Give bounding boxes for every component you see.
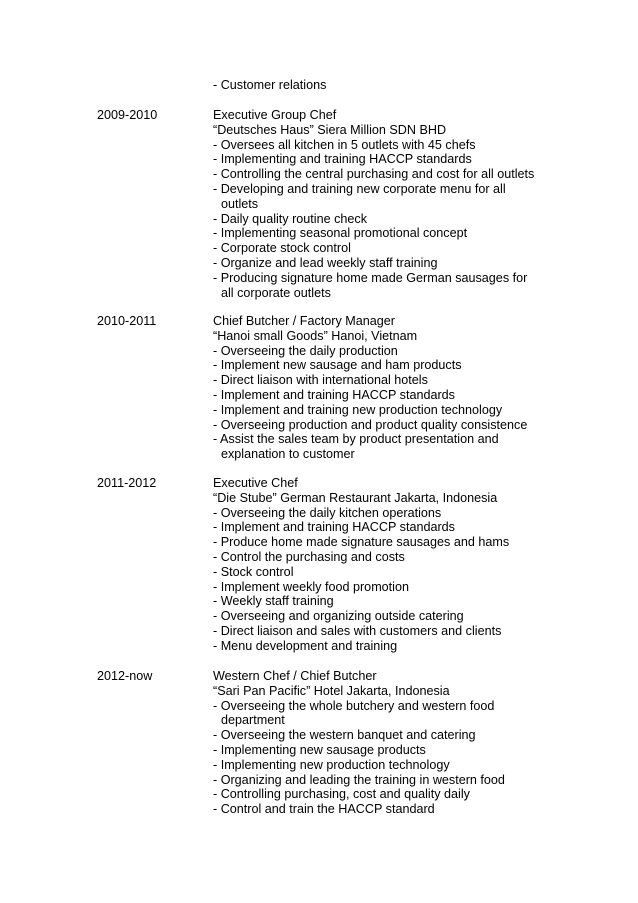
- bullet-line: - Developing and training new corporate menu for all: [213, 181, 506, 196]
- entry-years: 2009-2010: [97, 108, 158, 122]
- bullet-line: - Implement and training HACCP standards: [213, 387, 455, 402]
- bullet-line: - Control and train the HACCP standard: [213, 802, 435, 817]
- bullet-line: - Direct liaison with international hotels: [213, 373, 428, 388]
- bullet-line: - Controlling the central purchasing and cost for all outlets: [213, 167, 535, 182]
- job-title: Executive Chef: [213, 476, 298, 490]
- bullet-line: - Implement new sausage and ham products: [213, 358, 462, 373]
- company-name: “Hanoi small Goods” Hanoi, Vietnam: [213, 328, 418, 343]
- bullet-line: - Weekly staff training: [213, 594, 334, 609]
- intro-content: [213, 78, 613, 93]
- entry-years: 2012-now: [97, 669, 153, 683]
- bullet-line: - Overseeing production and product quality consistence: [213, 417, 528, 432]
- bullet-line: - Control the purchasing and costs: [213, 549, 405, 564]
- entry-content: [213, 314, 613, 462]
- company-name: “Deutsches Haus” Siera Million SDN BHD: [213, 122, 447, 137]
- bullet-line-continuation: explanation to customer: [221, 447, 355, 462]
- bullet-line-continuation: all corporate outlets: [221, 285, 331, 300]
- bullet-line: - Organize and lead weekly staff training: [213, 255, 438, 270]
- company-name: “Die Stube” German Restaurant Jakarta, Indonesia: [213, 490, 498, 505]
- entry-content: [213, 669, 613, 817]
- job-title: Executive Group Chef: [213, 108, 337, 122]
- bullet-line: - Produce home made signature sausages and hams: [213, 535, 510, 550]
- entry-content: [213, 108, 613, 300]
- bullet-line: - Menu development and training: [213, 638, 398, 653]
- entry-content: [213, 476, 613, 654]
- company-name: “Sari Pan Pacific” Hotel Jakarta, Indonesia: [213, 683, 450, 698]
- bullet-line: - Implementing seasonal promotional concept: [213, 226, 468, 241]
- entry-years: 2010-2011: [97, 314, 157, 328]
- bullet-line: - Implementing new sausage products: [213, 742, 426, 757]
- bullet-line: - Controlling purchasing, cost and quality daily: [213, 787, 470, 802]
- entry-years: 2011-2012: [97, 476, 157, 490]
- bullet-line: - Implement and training HACCP standards: [213, 520, 455, 535]
- bullet-line: - Overseeing the daily kitchen operations: [213, 505, 442, 520]
- bullet-line: - Overseeing and organizing outside catering: [213, 609, 464, 624]
- bullet-line: - Direct liaison and sales with customers and clients: [213, 623, 502, 638]
- bullet-line: - Organizing and leading the training in western food: [213, 772, 505, 787]
- bullet-line-continuation: outlets: [221, 196, 259, 211]
- bullet-line: - Daily quality routine check: [213, 211, 367, 226]
- bullet-line: - Stock control: [213, 564, 294, 579]
- bullet-line: - Customer relations: [213, 78, 327, 92]
- bullet-line-continuation: department: [221, 713, 285, 728]
- bullet-line: - Overseeing the daily production: [213, 343, 398, 358]
- bullet-line: - Implement weekly food promotion: [213, 579, 409, 594]
- bullet-line: - Producing signature home made German sausages for: [213, 270, 528, 285]
- bullet-line: - Assist the sales team by product presentation and: [213, 432, 499, 447]
- bullet-line: - Implement and training new production technology: [213, 402, 503, 417]
- bullet-line: - Implementing new production technology: [213, 757, 450, 772]
- job-title: Western Chef / Chief Butcher: [213, 669, 377, 683]
- bullet-line: - Implementing and training HACCP standards: [213, 152, 472, 167]
- bullet-line: - Overseeing the whole butchery and western food: [213, 698, 495, 713]
- job-title: Chief Butcher / Factory Manager: [213, 314, 395, 328]
- bullet-line: - Corporate stock control: [213, 241, 351, 256]
- bullet-line: - Oversees all kitchen in 5 outlets with 45 chefs: [213, 137, 476, 152]
- bullet-line: - Overseeing the western banquet and catering: [213, 728, 476, 743]
